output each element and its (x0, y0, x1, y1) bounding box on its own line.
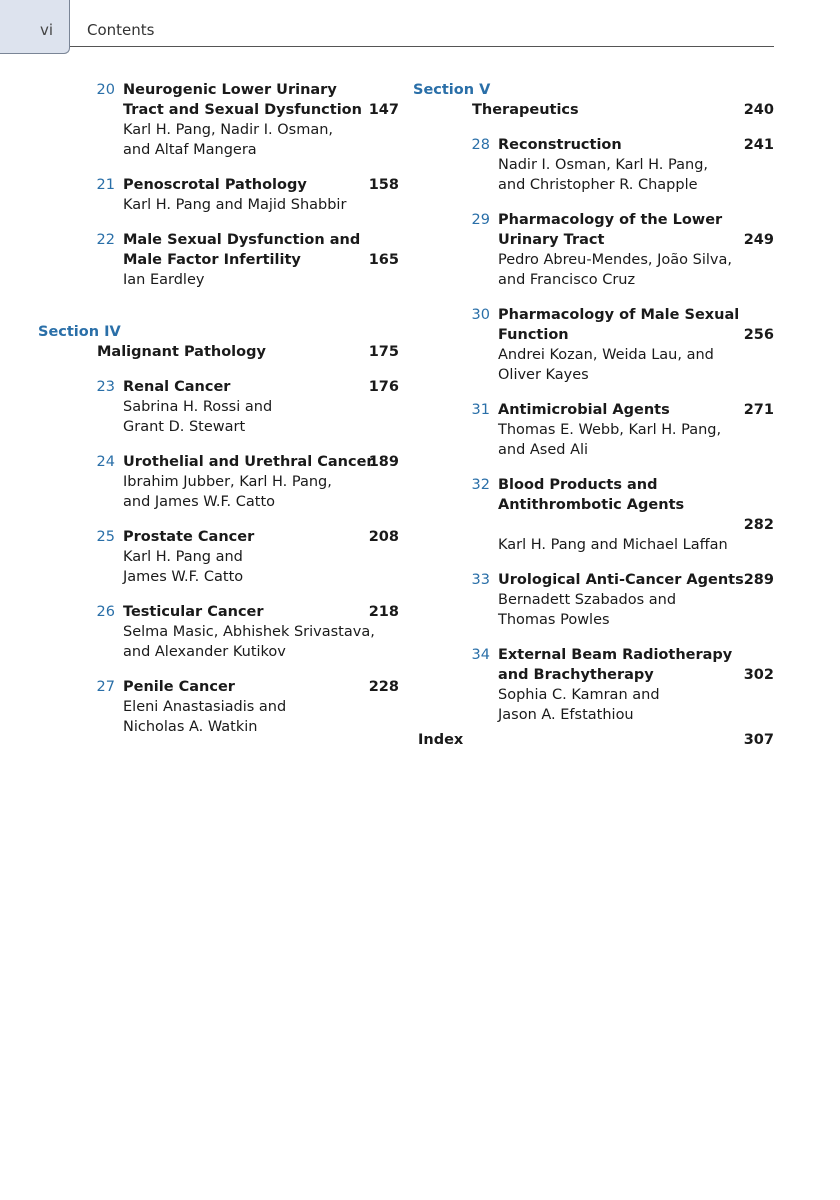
page-ref: 241 (743, 137, 774, 153)
chapter-title-line: Neurogenic Lower Urinary (123, 82, 337, 98)
author-line: and Ased Ali (498, 442, 589, 458)
chapter-title-line: Male Factor Infertility (123, 252, 301, 268)
chapter-authors (498, 420, 721, 460)
chapter-title-line: Function (498, 327, 569, 343)
chapter-title-line: Pharmacology of Male Sexual (498, 307, 740, 323)
chapter-title-line: Tract and Sexual Dysfunction (123, 102, 362, 118)
author-line: Bernadett Szabados and (498, 592, 677, 608)
page-ref: 189 (368, 454, 399, 470)
page-ref: 240 (743, 102, 774, 118)
chapter-authors (123, 195, 346, 215)
author-line: Karl H. Pang and Majid Shabbir (123, 197, 347, 213)
author-line: Oliver Kayes (498, 367, 589, 383)
chapter-title (123, 377, 230, 397)
author-line: Selma Masic, Abhishek Srivastava, (123, 624, 375, 640)
section-label: Section V (413, 82, 491, 98)
chapter-number: 20 (96, 82, 115, 98)
page-ref: 271 (743, 402, 774, 418)
author-line: Eleni Anastasiadis and (123, 699, 287, 715)
chapter-title-line: Renal Cancer (123, 379, 231, 395)
chapter-number: 27 (96, 679, 115, 695)
page-ref: 218 (368, 604, 399, 620)
chapter-number: 29 (471, 212, 490, 228)
chapter-title-line: Penoscrotal Pathology (123, 177, 307, 193)
chapter-authors (498, 535, 728, 555)
chapter-title-line: Penile Cancer (123, 679, 235, 695)
author-line: Ian Eardley (123, 272, 205, 288)
header-rule (70, 46, 774, 47)
page-ref: 289 (743, 572, 774, 588)
chapter-title-line: Urinary Tract (498, 232, 605, 248)
author-line: and Christopher R. Chapple (498, 177, 698, 193)
chapter-authors (123, 397, 272, 437)
author-line: Karl H. Pang, Nadir I. Osman, (123, 122, 334, 138)
section-label: Section IV (38, 324, 121, 340)
page-ref: 302 (743, 667, 774, 683)
chapter-title-line: Prostate Cancer (123, 529, 255, 545)
chapter-number: 34 (471, 647, 490, 663)
chapter-title (123, 677, 235, 697)
section-v (0, 80, 780, 120)
page-ref: 307 (743, 732, 774, 748)
page-number: vi (40, 21, 54, 39)
chapter-number: 24 (96, 454, 115, 470)
chapter-title-line: Reconstruction (498, 137, 622, 153)
chapter-title (123, 602, 264, 622)
chapter-authors (123, 547, 243, 587)
author-line: Karl H. Pang and Michael Laffan (498, 537, 728, 553)
chapter-title-line: Urological Anti-Cancer Agents (498, 572, 744, 588)
author-line: and Altaf Mangera (123, 142, 257, 158)
author-line: Andrei Kozan, Weida Lau, and (498, 347, 714, 363)
page-tab (0, 0, 70, 54)
author-line: Sophia C. Kamran and (498, 687, 660, 703)
author-line: Nicholas A. Watkin (123, 719, 258, 735)
chapter-number: 26 (96, 604, 115, 620)
chapter-title-line: Antimicrobial Agents (498, 402, 670, 418)
page-ref: 249 (743, 232, 774, 248)
author-line: Ibrahim Jubber, Karl H. Pang, (123, 474, 332, 490)
chapter-number: 21 (96, 177, 115, 193)
chapter-title (123, 230, 360, 270)
index-label: Index (418, 732, 464, 748)
chapter-title (498, 475, 684, 515)
chapter-title (498, 135, 622, 155)
chapter-authors (123, 270, 204, 290)
chapter-title-line: Antithrombotic Agents (498, 497, 685, 513)
author-line: Karl H. Pang and (123, 549, 243, 565)
author-line: Pedro Abreu-Mendes, João Silva, (498, 252, 732, 268)
page-ref: 228 (368, 679, 399, 695)
page-ref: 147 (368, 102, 399, 118)
section-title: Malignant Pathology (97, 344, 266, 360)
author-line: and James W.F. Catto (123, 494, 276, 510)
chapter-title-line: Blood Products and (498, 477, 658, 493)
chapter-title-line: Testicular Cancer (123, 604, 264, 620)
author-line: Jason A. Efstathiou (498, 707, 634, 723)
author-line: and Francisco Cruz (498, 272, 636, 288)
chapter-number: 22 (96, 232, 115, 248)
chapter-title-line: Pharmacology of the Lower (498, 212, 723, 228)
author-line: Thomas E. Webb, Karl H. Pang, (498, 422, 722, 438)
page-ref: 208 (368, 529, 399, 545)
chapter-title (498, 400, 670, 420)
index-entry (0, 730, 780, 750)
chapter-number: 25 (96, 529, 115, 545)
chapter-title (123, 527, 254, 547)
chapter-title-line: and Brachytherapy (498, 667, 654, 683)
page-ref: 282 (743, 517, 774, 533)
chapter-authors (123, 472, 332, 512)
chapter-authors (123, 120, 333, 160)
author-line: James W.F. Catto (123, 569, 244, 585)
chapter-title (498, 210, 722, 250)
chapter-authors (498, 155, 708, 195)
page-ref: 256 (743, 327, 774, 343)
author-line: Nadir I. Osman, Karl H. Pang, (498, 157, 709, 173)
page-ref: 176 (368, 379, 399, 395)
chapter-number: 31 (471, 402, 490, 418)
chapter-number: 23 (96, 379, 115, 395)
section-title: Therapeutics (472, 102, 579, 118)
chapter-title (498, 570, 744, 590)
chapter-number: 32 (471, 477, 490, 493)
chapter-number: 28 (471, 137, 490, 153)
chapter-authors (123, 622, 375, 662)
chapter-authors (498, 685, 660, 725)
chapter-authors (498, 345, 714, 385)
chapter-title (123, 175, 307, 195)
author-line: Grant D. Stewart (123, 419, 246, 435)
author-line: Thomas Powles (498, 612, 610, 628)
chapter-title (123, 452, 374, 472)
page-ref: 158 (368, 177, 399, 193)
chapter-title (498, 645, 732, 685)
author-line: Sabrina H. Rossi and (123, 399, 273, 415)
chapter-number: 30 (471, 307, 490, 323)
author-line: and Alexander Kutikov (123, 644, 286, 660)
chapter-authors (498, 590, 676, 630)
chapter-title-line: Male Sexual Dysfunction and (123, 232, 361, 248)
chapter-title-line: External Beam Radiotherapy (498, 647, 733, 663)
chapter-authors (498, 250, 732, 290)
section-iv (0, 322, 400, 362)
page-ref: 175 (368, 344, 399, 360)
chapter-number: 33 (471, 572, 490, 588)
page-ref: 165 (368, 252, 399, 268)
chapter-title-line: Urothelial and Urethral Cancer (123, 454, 374, 470)
chapter-title (498, 305, 739, 345)
running-head: Contents (87, 21, 155, 39)
